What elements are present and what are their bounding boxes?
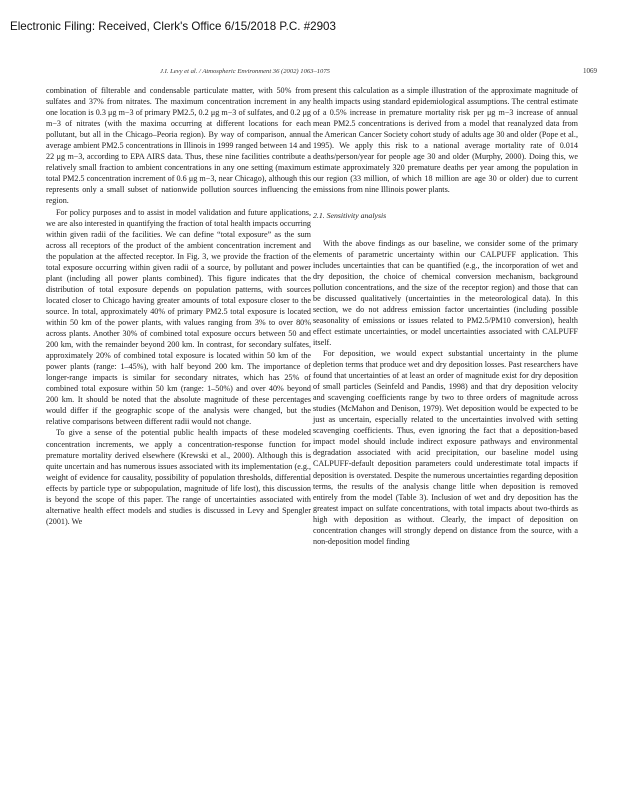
- paragraph: For deposition, we would expect substantial uncertainty in the plume depletion terms that produce wet and dry deposition losses. Past researchers have found that uncertainties of at least an order of magnitude exist for dry deposition of small particles (Seinfeld and Pandis, 1998) and that dry deposition velocity and scavenging coefficients range by two to three orders of magnitude across studies (McMahon and Denison, 1979). Wet deposition would be expected to be just as uncertain, especially related to the uncertainties involved with setting scavenging coefficients. Thus, even ignoring the fact that a deposition-based impact model should include indirect exposure pathways and environmental degradation associated with acid precipitation, our baseline model using CALPUFF-default deposition parameters could underestimate total impacts if deposition is overstated. Despite the numerous uncertainties regarding deposition terms, the results of the analysis change little when deposition is removed entirely from the model (Table 3). Inclusion of wet and dry deposition has the greatest impact on sulfate concentrations, with total impacts about two-thirds as high with deposition as without. Clearly, the impact of deposition on concentration changes will strongly depend on distance from the source, with a non-deposition model finding: [313, 348, 578, 546]
- clerk-filing-stamp: Electronic Filing: Received, Clerk's Office 6/15/2018 P.C. #2903: [10, 20, 336, 33]
- paragraph: For policy purposes and to assist in model validation and future applications, we are also interested in quantifying the fraction of total health impacts occurring within given radii of the facilities. We can define “total exposure” as the sum across all receptors of the product of the ambient concentration increment and the population at the affected receptor. In Fig. 3, we provide the fraction of the total exposure occurring within given radii of a source, by pollutant and power plant (including all power plants combined). This figure indicates that the distribution of total exposure depends on population patterns, with sources located closer to Chicago having greater amounts of total exposure closer to the source. In total, approximately 40% of primary PM2.5 total exposure is located within 50 km of the power plants, with values ranging from 3% to over 80% across plants. Another 30% of combined total exposure occurs between 50 and 200 km, with the remainder beyond 200 km. In contrast, for secondary sulfates, approximately 20% of combined total exposure is located within 50 km of the power plants (range: 1–45%), with half beyond 200 km. The importance of longer-range impacts is similar for secondary nitrates, which has 25% of combined total exposure within 50 km (range: 1–50%) and over 40% beyond 200 km. It should be noted that the absolute magnitude of these percentages would differ if the geographic scope of the analysis were changed, but the relative comparisons between different radii would not change.: [46, 207, 311, 427]
- section-heading: 2.1. Sensitivity analysis: [313, 211, 387, 221]
- page-number: 1069: [583, 67, 597, 75]
- left-column: [46, 85, 311, 527]
- paragraph: present this calculation as a simple illustration of the approximate magnitude of health impacts using standard epidemiological assumptions. The central estimate of a 0.5% increase in premature mortality risk per μg m−3 increase of annual mean PM2.5 concentrations is derived from a model that reanalyzed data from the American Cancer Society cohort study of adults age 30 and older (Pope et al., 1995). We apply this risk to a national average mortality rate of 0.014 deaths/person/year for people age 30 and older (Murphy, 2000). Doing this, we estimate approximately 320 premature deaths per year among the population in our region (33 million, of which 18 million are age 30 or older) due to current emissions from nine Illinois power plants.: [313, 86, 578, 195]
- running-head: J.I. Levy et al. / Atmospheric Environment 36 (2002) 1063–1075: [160, 68, 330, 75]
- right-column: [313, 85, 578, 547]
- paragraph: combination of filterable and condensable particulate matter, with 50% from sulfates and 37% from nitrates. The maximum concentration increment in any one location is 0.3 μg m−3 of primary PM2.5, 0.2 μg m−3 of sulfates, and 0.2 μg m−3 of nitrates (with the maxima occurring at different locations for each pollutant, but all in the Chicago–Peoria region). By way of comparison, annual average ambient PM2.5 concentrations in Illinois in 1999 ranged between 14 and 22 μg m−3, according to EPA AIRS data. Thus, these nine facilities contribute a relatively small fraction to ambient concentrations in any one setting (maximum total PM2.5 concentration increment of 0.6 μg m−3, near Chicago), although this represents only a small subset of nationwide pollution sources influencing the region.: [46, 86, 311, 206]
- paragraph: To give a sense of the potential public health impacts of these modeled concentration increments, we apply a concentration-response function for premature mortality derived elsewhere (Krewski et al., 2000). Although this is quite uncertain and has numerous issues associated with its implementation (e.g., weight of evidence for causality, possibility of population thresholds, differential effects by particle type or subpopulation, magnitude of life lost), this discussion is beyond the scope of this paper. The range of uncertainties associated with alternative health effect models and studies is discussed in Levy and Spengler (2001). We: [46, 428, 311, 526]
- paragraph: With the above findings as our baseline, we consider some of the primary elements of parametric uncertainty within our CALPUFF application. This includes uncertainties that can be quantified (e.g., the incorporation of wet and dry deposition, the choice of chemical conversion mechanism, background pollution concentrations, and the size of the receptor region) and those that can be discussed qualitatively (uncertainties in the meteorological data). In this section, we do not address emission factor uncertainties (including possible seasonality of emissions or issues related to PM2.5/PM10 conversion), health effect estimate uncertainties, or model uncertainties associated with CALPUFF itself.: [313, 238, 578, 347]
